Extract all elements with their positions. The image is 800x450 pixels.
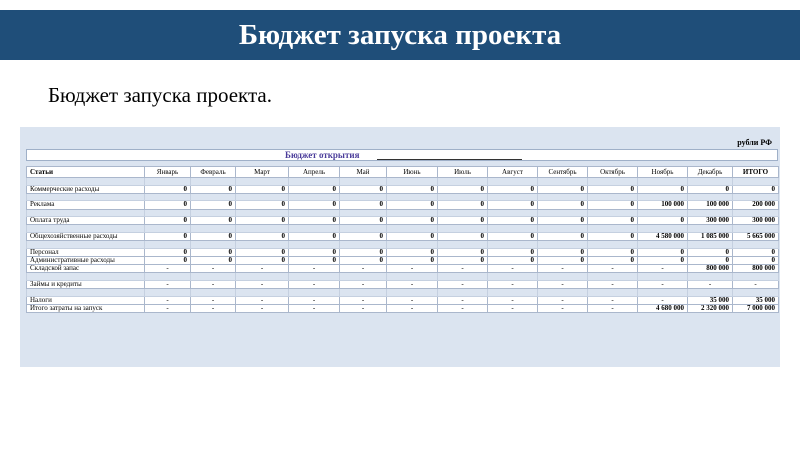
value-cell: 0	[438, 248, 488, 256]
spacer-cell	[588, 241, 638, 249]
spacer-row	[27, 273, 779, 281]
spacer-cell	[638, 178, 688, 186]
value-cell: 0	[588, 185, 638, 193]
spacer-cell	[387, 273, 438, 281]
spacer-cell	[733, 241, 779, 249]
spacer-cell	[236, 209, 289, 217]
row-label: Административные расходы	[27, 256, 145, 264]
value-cell: 0	[638, 256, 688, 264]
value-cell: 0	[340, 201, 387, 209]
value-cell: 7 000 000	[733, 304, 779, 312]
value-cell: 0	[145, 248, 191, 256]
column-header: Май	[340, 167, 387, 178]
value-cell: 0	[438, 232, 488, 240]
table-row	[27, 304, 779, 312]
value-cell: 0	[688, 185, 733, 193]
currency-label: рубли РФ	[737, 138, 772, 147]
value-cell: 2 320 000	[688, 304, 733, 312]
spacer-cell	[588, 193, 638, 201]
value-cell: -	[588, 304, 638, 312]
spacer-cell	[191, 273, 236, 281]
spacer-cell	[688, 193, 733, 201]
value-cell: 0	[236, 185, 289, 193]
value-cell: 0	[638, 248, 688, 256]
column-header: Статьи	[27, 167, 145, 178]
value-cell: -	[236, 265, 289, 273]
value-cell: 0	[488, 217, 538, 225]
spacer-cell	[289, 178, 340, 186]
value-cell: 35 000	[688, 296, 733, 304]
spacer-cell	[340, 193, 387, 201]
spacer-cell	[438, 225, 488, 233]
value-cell: 0	[438, 201, 488, 209]
value-cell: 0	[289, 201, 340, 209]
row-label: Общехозяйственные расходы	[27, 232, 145, 240]
value-cell: 0	[145, 185, 191, 193]
value-cell: 5 665 000	[733, 232, 779, 240]
spacer-cell	[387, 193, 438, 201]
spacer-cell	[438, 178, 488, 186]
value-cell: -	[438, 265, 488, 273]
value-cell: -	[588, 296, 638, 304]
value-cell: -	[638, 296, 688, 304]
spacer-cell	[236, 241, 289, 249]
value-cell: 0	[387, 232, 438, 240]
value-cell: -	[191, 296, 236, 304]
value-cell: 100 000	[688, 201, 733, 209]
budget-title-box	[26, 149, 778, 161]
spacer-cell	[588, 225, 638, 233]
spacer-cell	[688, 225, 733, 233]
value-cell: 0	[191, 217, 236, 225]
column-header: Апрель	[289, 167, 340, 178]
slide-title-bar	[0, 10, 800, 60]
value-cell: -	[688, 280, 733, 288]
value-cell: -	[145, 265, 191, 273]
spacer-cell	[638, 241, 688, 249]
spacer-cell	[688, 241, 733, 249]
table-row	[27, 296, 779, 304]
spacer-cell	[588, 289, 638, 297]
row-label: Складской запас	[27, 265, 145, 273]
value-cell: -	[733, 280, 779, 288]
value-cell: 0	[145, 232, 191, 240]
value-cell: 0	[340, 248, 387, 256]
spacer-cell	[340, 289, 387, 297]
spacer-cell	[438, 193, 488, 201]
value-cell: 4 680 000	[638, 304, 688, 312]
value-cell: 0	[538, 217, 588, 225]
value-cell: 0	[588, 256, 638, 264]
column-header: Июнь	[387, 167, 438, 178]
value-cell: 0	[733, 256, 779, 264]
value-cell: -	[638, 265, 688, 273]
row-label: Налоги	[27, 296, 145, 304]
value-cell: 800 000	[733, 265, 779, 273]
spacer-cell	[145, 289, 191, 297]
table-row	[27, 232, 779, 240]
table-row	[27, 201, 779, 209]
value-cell: 0	[488, 201, 538, 209]
value-cell: 0	[289, 217, 340, 225]
spacer-cell	[538, 273, 588, 281]
value-cell: 0	[638, 217, 688, 225]
spacer-cell	[340, 209, 387, 217]
spacer-cell	[488, 225, 538, 233]
spacer-cell	[340, 241, 387, 249]
value-cell: 0	[387, 256, 438, 264]
value-cell: 0	[236, 217, 289, 225]
row-label: Персонал	[27, 248, 145, 256]
value-cell: 0	[289, 248, 340, 256]
spacer-cell	[289, 209, 340, 217]
value-cell: -	[340, 296, 387, 304]
spacer-cell	[340, 178, 387, 186]
spacer-cell	[488, 241, 538, 249]
row-label: Коммерческие расходы	[27, 185, 145, 193]
spacer-cell	[733, 178, 779, 186]
table-row	[27, 217, 779, 225]
spacer-cell	[236, 289, 289, 297]
value-cell: 0	[538, 201, 588, 209]
column-header: Ноябрь	[638, 167, 688, 178]
value-cell: -	[289, 296, 340, 304]
value-cell: -	[340, 304, 387, 312]
value-cell: -	[191, 280, 236, 288]
value-cell: -	[289, 280, 340, 288]
spacer-row	[27, 225, 779, 233]
spacer-cell	[236, 273, 289, 281]
spacer-row	[27, 241, 779, 249]
value-cell: 300 000	[688, 217, 733, 225]
spacer-cell	[145, 178, 191, 186]
row-label: Реклама	[27, 201, 145, 209]
value-cell: 0	[340, 217, 387, 225]
table-row	[27, 256, 779, 264]
spacer-cell	[688, 273, 733, 281]
value-cell: 0	[688, 256, 733, 264]
spacer-cell	[27, 193, 145, 201]
value-cell: -	[387, 265, 438, 273]
spacer-cell	[191, 193, 236, 201]
spacer-cell	[733, 193, 779, 201]
value-cell: -	[538, 280, 588, 288]
value-cell: 0	[191, 232, 236, 240]
spacer-cell	[289, 241, 340, 249]
table-row	[27, 265, 779, 273]
spacer-cell	[488, 209, 538, 217]
value-cell: 0	[733, 248, 779, 256]
value-cell: -	[538, 265, 588, 273]
value-cell: -	[387, 296, 438, 304]
value-cell: 0	[191, 201, 236, 209]
column-header: Март	[236, 167, 289, 178]
value-cell: 0	[588, 217, 638, 225]
value-cell: 0	[438, 256, 488, 264]
value-cell: 0	[387, 217, 438, 225]
spacer-cell	[27, 241, 145, 249]
value-cell: -	[638, 280, 688, 288]
spacer-cell	[538, 241, 588, 249]
spacer-cell	[488, 273, 538, 281]
spacer-cell	[27, 273, 145, 281]
spacer-cell	[289, 289, 340, 297]
column-header: Август	[488, 167, 538, 178]
spacer-cell	[236, 193, 289, 201]
value-cell: -	[387, 280, 438, 288]
budget-spreadsheet	[20, 127, 780, 367]
spacer-cell	[638, 225, 688, 233]
value-cell: -	[538, 304, 588, 312]
column-header: Январь	[145, 167, 191, 178]
spacer-cell	[588, 209, 638, 217]
table-row	[27, 185, 779, 193]
spacer-cell	[387, 209, 438, 217]
value-cell: 0	[236, 232, 289, 240]
spacer-row	[27, 178, 779, 186]
value-cell: -	[145, 296, 191, 304]
spacer-cell	[145, 273, 191, 281]
spacer-cell	[638, 273, 688, 281]
value-cell: 800 000	[688, 265, 733, 273]
spacer-cell	[27, 225, 145, 233]
value-cell: 0	[387, 201, 438, 209]
spacer-cell	[688, 289, 733, 297]
value-cell: -	[438, 280, 488, 288]
spacer-cell	[538, 225, 588, 233]
spacer-cell	[289, 225, 340, 233]
value-cell: 0	[289, 185, 340, 193]
value-cell: 0	[145, 201, 191, 209]
spacer-cell	[733, 225, 779, 233]
value-cell: 0	[733, 185, 779, 193]
value-cell: 200 000	[733, 201, 779, 209]
table-header-row	[27, 167, 779, 178]
value-cell: 0	[145, 256, 191, 264]
column-header: Июль	[438, 167, 488, 178]
value-cell: -	[340, 280, 387, 288]
spacer-cell	[191, 289, 236, 297]
table-row	[27, 280, 779, 288]
budget-title: Бюджет открытия	[285, 150, 360, 160]
column-header: Декабрь	[688, 167, 733, 178]
spacer-row	[27, 289, 779, 297]
slide-title: Бюджет запуска проекта	[238, 18, 562, 51]
value-cell: -	[488, 296, 538, 304]
value-cell: -	[438, 296, 488, 304]
value-cell: 0	[236, 201, 289, 209]
value-cell: 0	[236, 256, 289, 264]
spacer-cell	[27, 178, 145, 186]
value-cell: -	[236, 296, 289, 304]
value-cell: 0	[588, 248, 638, 256]
value-cell: 0	[488, 248, 538, 256]
value-cell: -	[387, 304, 438, 312]
spacer-cell	[191, 209, 236, 217]
value-cell: 0	[340, 232, 387, 240]
spacer-cell	[145, 209, 191, 217]
spacer-cell	[688, 178, 733, 186]
value-cell: -	[236, 304, 289, 312]
value-cell: -	[588, 280, 638, 288]
spacer-cell	[538, 209, 588, 217]
spacer-cell	[438, 289, 488, 297]
spacer-cell	[340, 225, 387, 233]
value-cell: 0	[538, 248, 588, 256]
value-cell: 0	[289, 232, 340, 240]
spacer-row	[27, 209, 779, 217]
spacer-cell	[538, 193, 588, 201]
value-cell: -	[145, 280, 191, 288]
spacer-cell	[387, 289, 438, 297]
value-cell: -	[588, 265, 638, 273]
spacer-cell	[191, 225, 236, 233]
value-cell: 0	[538, 256, 588, 264]
value-cell: -	[488, 280, 538, 288]
spacer-cell	[488, 289, 538, 297]
value-cell: 0	[387, 248, 438, 256]
budget-title-underline	[377, 159, 522, 160]
spacer-cell	[27, 289, 145, 297]
spacer-cell	[289, 273, 340, 281]
spacer-cell	[488, 193, 538, 201]
value-cell: 0	[340, 185, 387, 193]
spacer-cell	[27, 209, 145, 217]
column-header: Февраль	[191, 167, 236, 178]
spacer-cell	[387, 241, 438, 249]
row-label: Итого затраты на запуск	[27, 304, 145, 312]
value-cell: 0	[145, 217, 191, 225]
spacer-cell	[438, 209, 488, 217]
value-cell: 0	[191, 185, 236, 193]
value-cell: 0	[588, 201, 638, 209]
value-cell: -	[191, 265, 236, 273]
value-cell: 0	[438, 185, 488, 193]
spacer-cell	[488, 178, 538, 186]
table-row	[27, 248, 779, 256]
value-cell: -	[191, 304, 236, 312]
spacer-cell	[588, 178, 638, 186]
value-cell: -	[340, 265, 387, 273]
spacer-cell	[588, 273, 638, 281]
spacer-cell	[733, 273, 779, 281]
spacer-cell	[438, 273, 488, 281]
spacer-cell	[733, 289, 779, 297]
column-header: ИТОГО	[733, 167, 779, 178]
spacer-cell	[145, 241, 191, 249]
column-header: Октябрь	[588, 167, 638, 178]
spacer-cell	[438, 241, 488, 249]
spacer-cell	[387, 178, 438, 186]
value-cell: 0	[538, 185, 588, 193]
spacer-cell	[289, 193, 340, 201]
value-cell: 4 580 000	[638, 232, 688, 240]
value-cell: -	[438, 304, 488, 312]
value-cell: 0	[236, 248, 289, 256]
value-cell: 0	[688, 248, 733, 256]
value-cell: -	[145, 304, 191, 312]
value-cell: 0	[438, 217, 488, 225]
value-cell: 0	[488, 185, 538, 193]
spacer-row	[27, 193, 779, 201]
spacer-cell	[538, 178, 588, 186]
spacer-cell	[638, 289, 688, 297]
spacer-cell	[538, 289, 588, 297]
row-label: Займы и кредиты	[27, 280, 145, 288]
spacer-cell	[145, 193, 191, 201]
spacer-cell	[191, 241, 236, 249]
column-header: Сентябрь	[538, 167, 588, 178]
value-cell: 35 000	[733, 296, 779, 304]
spacer-cell	[145, 225, 191, 233]
value-cell: -	[236, 280, 289, 288]
spacer-cell	[638, 209, 688, 217]
spacer-cell	[688, 209, 733, 217]
value-cell: -	[538, 296, 588, 304]
value-cell: 0	[191, 256, 236, 264]
value-cell: -	[289, 265, 340, 273]
value-cell: 300 000	[733, 217, 779, 225]
slide-subtitle: Бюджет запуска проекта.	[48, 83, 272, 107]
value-cell: 1 085 000	[688, 232, 733, 240]
value-cell: 0	[588, 232, 638, 240]
budget-table	[26, 166, 779, 313]
row-label: Оплата труда	[27, 217, 145, 225]
value-cell: 0	[289, 256, 340, 264]
value-cell: 0	[387, 185, 438, 193]
spacer-cell	[638, 193, 688, 201]
value-cell: -	[488, 304, 538, 312]
value-cell: 0	[340, 256, 387, 264]
spacer-cell	[236, 178, 289, 186]
spacer-cell	[236, 225, 289, 233]
value-cell: 100 000	[638, 201, 688, 209]
spacer-cell	[733, 209, 779, 217]
value-cell: 0	[538, 232, 588, 240]
spacer-cell	[191, 178, 236, 186]
value-cell: 0	[488, 256, 538, 264]
value-cell: -	[488, 265, 538, 273]
spacer-cell	[340, 273, 387, 281]
value-cell: 0	[638, 185, 688, 193]
value-cell: 0	[191, 248, 236, 256]
spacer-cell	[387, 225, 438, 233]
value-cell: 0	[488, 232, 538, 240]
value-cell: -	[289, 304, 340, 312]
